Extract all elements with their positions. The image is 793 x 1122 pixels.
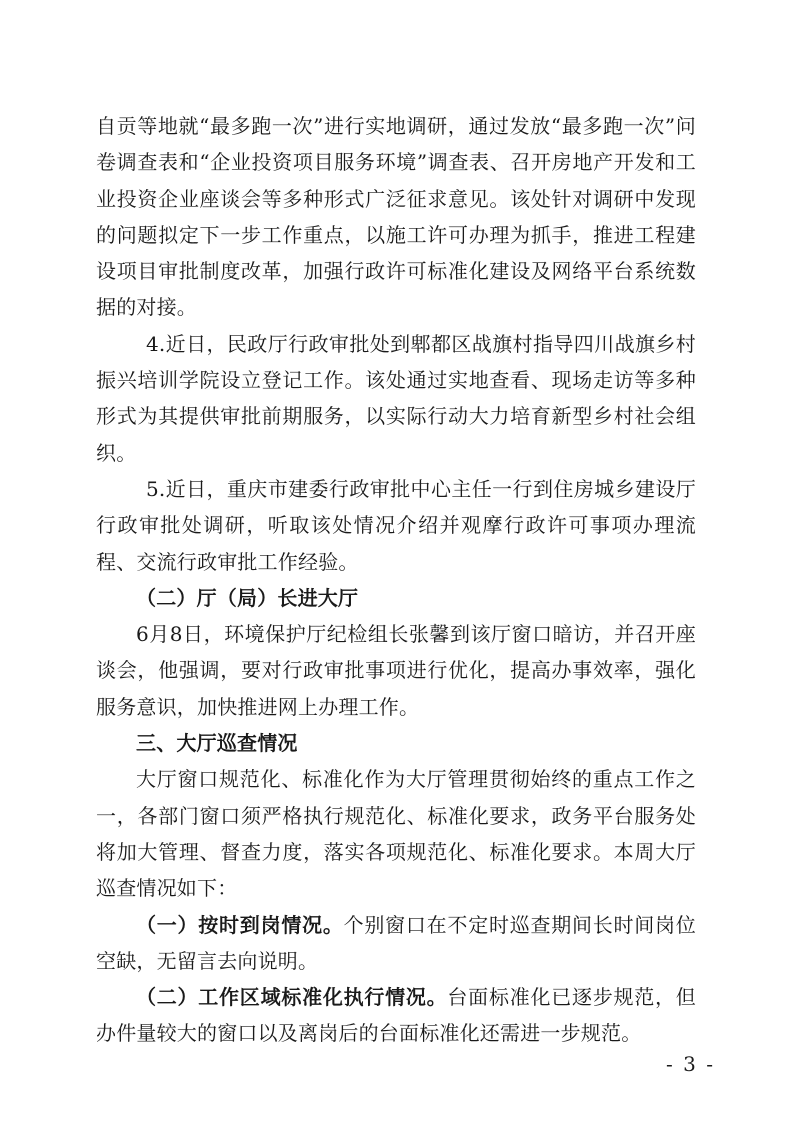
subheading-work-area: （二）工作区域标准化执行情况。 bbox=[136, 985, 448, 1010]
text-work-area: 台面标准化已逐步规范，但办件量较大的窗口以及离岗后的台面标准化还需进一步规范。 bbox=[96, 985, 696, 1046]
subheading-on-time: （一）按时到岗情况。 bbox=[136, 912, 344, 937]
document-body bbox=[96, 108, 696, 1052]
section-heading-inspection: 三、大厅巡查情况 bbox=[136, 731, 298, 756]
text-on-time: 个别窗口在不定时巡查期间长时间岗位空缺，无留言去向说明。 bbox=[96, 912, 697, 973]
paragraph-director-visit: 6月8日，环境保护厅纪检组长张馨到该厅窗口暗访，并召开座谈会，他强调，要对行政审批事项进行优化，提高办事效率，强化服务意识，加快推进网上办理工作。 bbox=[96, 622, 696, 719]
paragraph-work-area bbox=[96, 979, 696, 1052]
section-heading-director: （二）厅（局）长进大厅 bbox=[136, 585, 359, 610]
page-number: - 3 - bbox=[666, 1052, 715, 1076]
paragraph-item-5: 5.近日，重庆市建委行政审批中心主任一行到住房城乡建设厅行政审批处调研，听取该处情况介绍并观摩行政许可事项办理流程、交流行政审批工作经验。 bbox=[96, 476, 696, 574]
paragraph-research: 自贡等地就“最多跑一次”进行实地调研，通过发放“最多跑一次”问卷调查表和“企业投资项目服务环境”调查表、召开房地产开发和工业投资企业座谈会等多种形式广泛征求意见。该处针对调研中发现的问题拟定下一步工作重点，以施工许可办理为抓手，推进工程建设项目审批制度改革，加强行政许可标准化建设及网络平台系统数据的对接。 bbox=[96, 114, 696, 320]
paragraph-on-time bbox=[96, 907, 696, 980]
paragraph-inspection-intro: 大厅窗口规范化、标准化作为大厅管理贯彻始终的重点工作之一，各部门窗口须严格执行规范化、标准化要求，政务平台服务处将加大管理、督查力度，落实各项规范化、标准化要求。本周大厅巡查情况如下： bbox=[96, 767, 696, 901]
paragraph-item-4: 4.近日，民政厅行政审批处到郫都区战旗村指导四川战旗乡村振兴培训学院设立登记工作。该处通过实地查看、现场走访等多种形式为其提供审批前期服务，以实际行动大力培育新型乡村社会组织。 bbox=[96, 331, 696, 465]
